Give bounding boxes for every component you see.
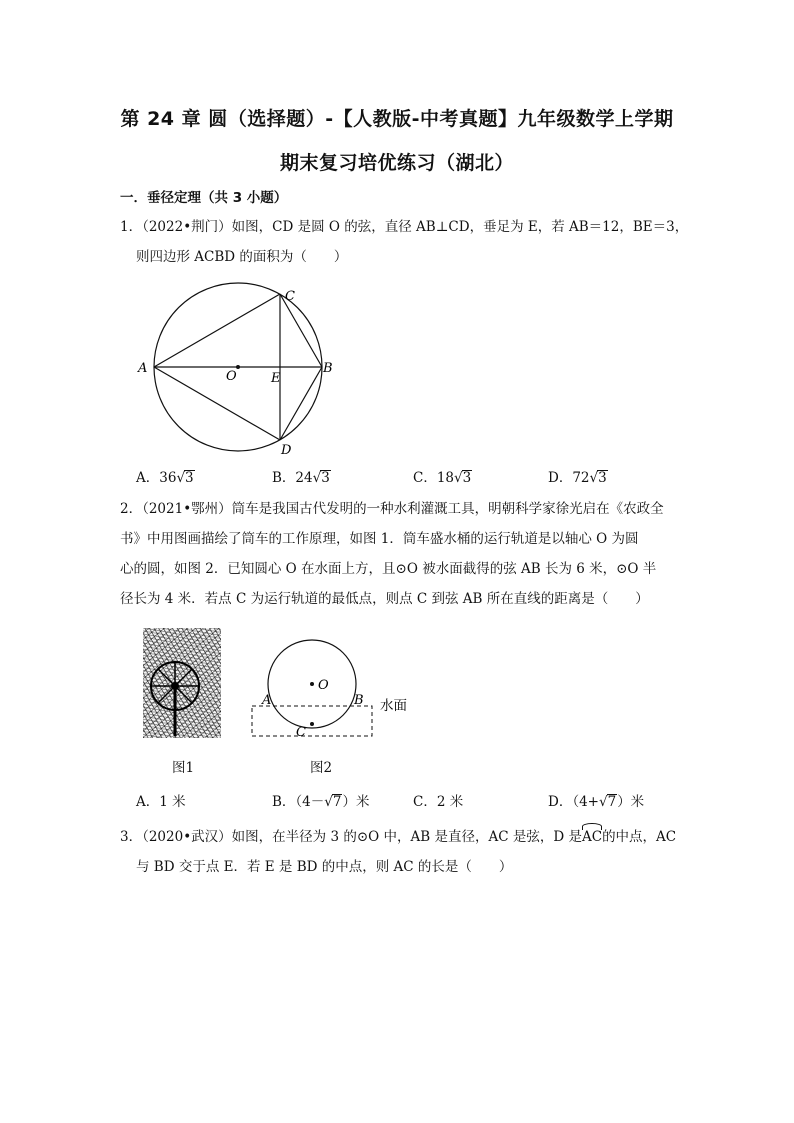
option-coef: 18 <box>436 470 455 486</box>
segment-ac <box>154 294 280 367</box>
question-2-line3: 心的圆，如图 2．已知圆心 O 在水面上方，且⊙O 被水面截得的弦 AB 长为 6 米，⊙O 半 <box>120 561 657 577</box>
question-2-figure <box>246 612 436 752</box>
label-e: E <box>271 371 281 386</box>
lowest-point-c <box>310 722 314 726</box>
center-point-o <box>310 682 314 686</box>
question-1-line1 <box>120 212 689 242</box>
question-3-number: 3． <box>120 829 143 845</box>
segment-db <box>280 367 322 440</box>
option-text: ）米 <box>617 794 645 810</box>
option-radicand: 3 <box>462 470 472 486</box>
question-1-text: 如图，CD 是圆 O 的弦，直径 AB⊥CD，垂足为 E，若 AB＝12，BE＝3， <box>231 219 689 235</box>
water-label: 水面 <box>380 698 407 714</box>
option-text: ）米 <box>342 794 370 810</box>
label-a: A <box>262 693 272 708</box>
question-2-text: 筒车是我国古代发明的一种水利灌溉工具，明朝科学家徐光启在《农政全 <box>231 501 664 517</box>
option-letter: D． <box>548 470 573 486</box>
option-radicand: 7 <box>332 794 342 810</box>
question-2-number: 2． <box>120 501 143 517</box>
figure-2-caption: 图2 <box>310 760 333 776</box>
question-3-text: 如图，在半径为 3 的⊙O 中，AB 是直径，AC 是弦，D 是 <box>231 829 582 845</box>
question-2-line4: 径长为 4 米．若点 C 为运行轨道的最低点，则点 C 到弦 AB 所在直线的距离是（ ） <box>120 591 649 607</box>
question-2-option-d: D．（4+√7）米 <box>548 794 645 810</box>
label-b: B <box>323 361 333 376</box>
question-1-option-a: A．36√3 <box>136 470 194 486</box>
question-1-source: （2022•荆门） <box>142 219 232 235</box>
question-2-line2: 书》中用图画描绘了筒车的工作原理，如图 1．筒车盛水桶的运行轨道是以轴心 O 为圆 <box>120 531 639 547</box>
option-radicand: 3 <box>598 470 607 486</box>
option-letter: A． <box>136 470 160 486</box>
label-c: C <box>296 725 306 740</box>
option-radicand: 3 <box>185 470 194 486</box>
question-3-line2: 与 BD 交于点 E．若 E 是 BD 的中点，则 AC 的长是（ ） <box>136 859 513 875</box>
water-wheel-illustration <box>143 628 221 738</box>
question-2-option-a: A．1 米 <box>136 794 186 810</box>
label-o: O <box>226 369 237 384</box>
option-text: B．（4－ <box>272 794 325 810</box>
segment-cb <box>280 294 322 367</box>
question-1-option-b: B．24√3 <box>272 470 330 486</box>
question-3 <box>120 822 680 882</box>
label-d: D <box>281 443 292 458</box>
label-a: A <box>138 361 148 376</box>
question-2 <box>120 494 680 614</box>
option-coef: 72 <box>572 470 590 486</box>
question-1-figure <box>130 282 350 460</box>
option-radicand: 7 <box>607 794 617 810</box>
question-3-text-end: 的中点，AC <box>602 829 677 845</box>
figure-1-caption: 图1 <box>172 760 195 776</box>
question-1-option-d: D．72√3 <box>548 470 607 486</box>
question-1 <box>120 212 689 272</box>
question-2-option-c: C．2 米 <box>413 794 464 810</box>
arc-ac: AC <box>582 822 602 852</box>
question-1-option-c: C．18√3 <box>413 470 472 486</box>
section-heading: 一．垂径定理（共 3 小题） <box>120 190 288 206</box>
option-coef: 36 <box>159 470 177 486</box>
option-text: D．（4+ <box>548 794 599 810</box>
question-1-line2: 则四边形 ACBD 的面积为（ ） <box>136 249 348 265</box>
option-letter: B． <box>272 470 296 486</box>
option-letter: C． <box>413 470 437 486</box>
page-title-line2: 期末复习培优练习（湖北） <box>279 152 514 174</box>
question-2-line1 <box>120 494 680 524</box>
question-2-source: （2021•鄂州） <box>142 501 232 517</box>
segment-ad <box>154 367 280 440</box>
question-3-source: （2020•武汉） <box>142 829 232 845</box>
option-radicand: 3 <box>321 470 330 486</box>
question-1-number: 1． <box>120 219 143 235</box>
water-surface-box <box>252 706 372 736</box>
question-3-line1 <box>120 822 680 852</box>
option-coef: 24 <box>295 470 313 486</box>
label-o: O <box>318 678 329 693</box>
label-c: C <box>285 289 295 304</box>
label-b: B <box>354 693 364 708</box>
question-2-option-b: B．（4－√7）米 <box>272 794 370 810</box>
water-wheel-sketch <box>143 628 221 738</box>
page-title: 第 24 章 圆（选择题）-【人教版-中考真题】九年级数学上学期 <box>120 108 674 130</box>
